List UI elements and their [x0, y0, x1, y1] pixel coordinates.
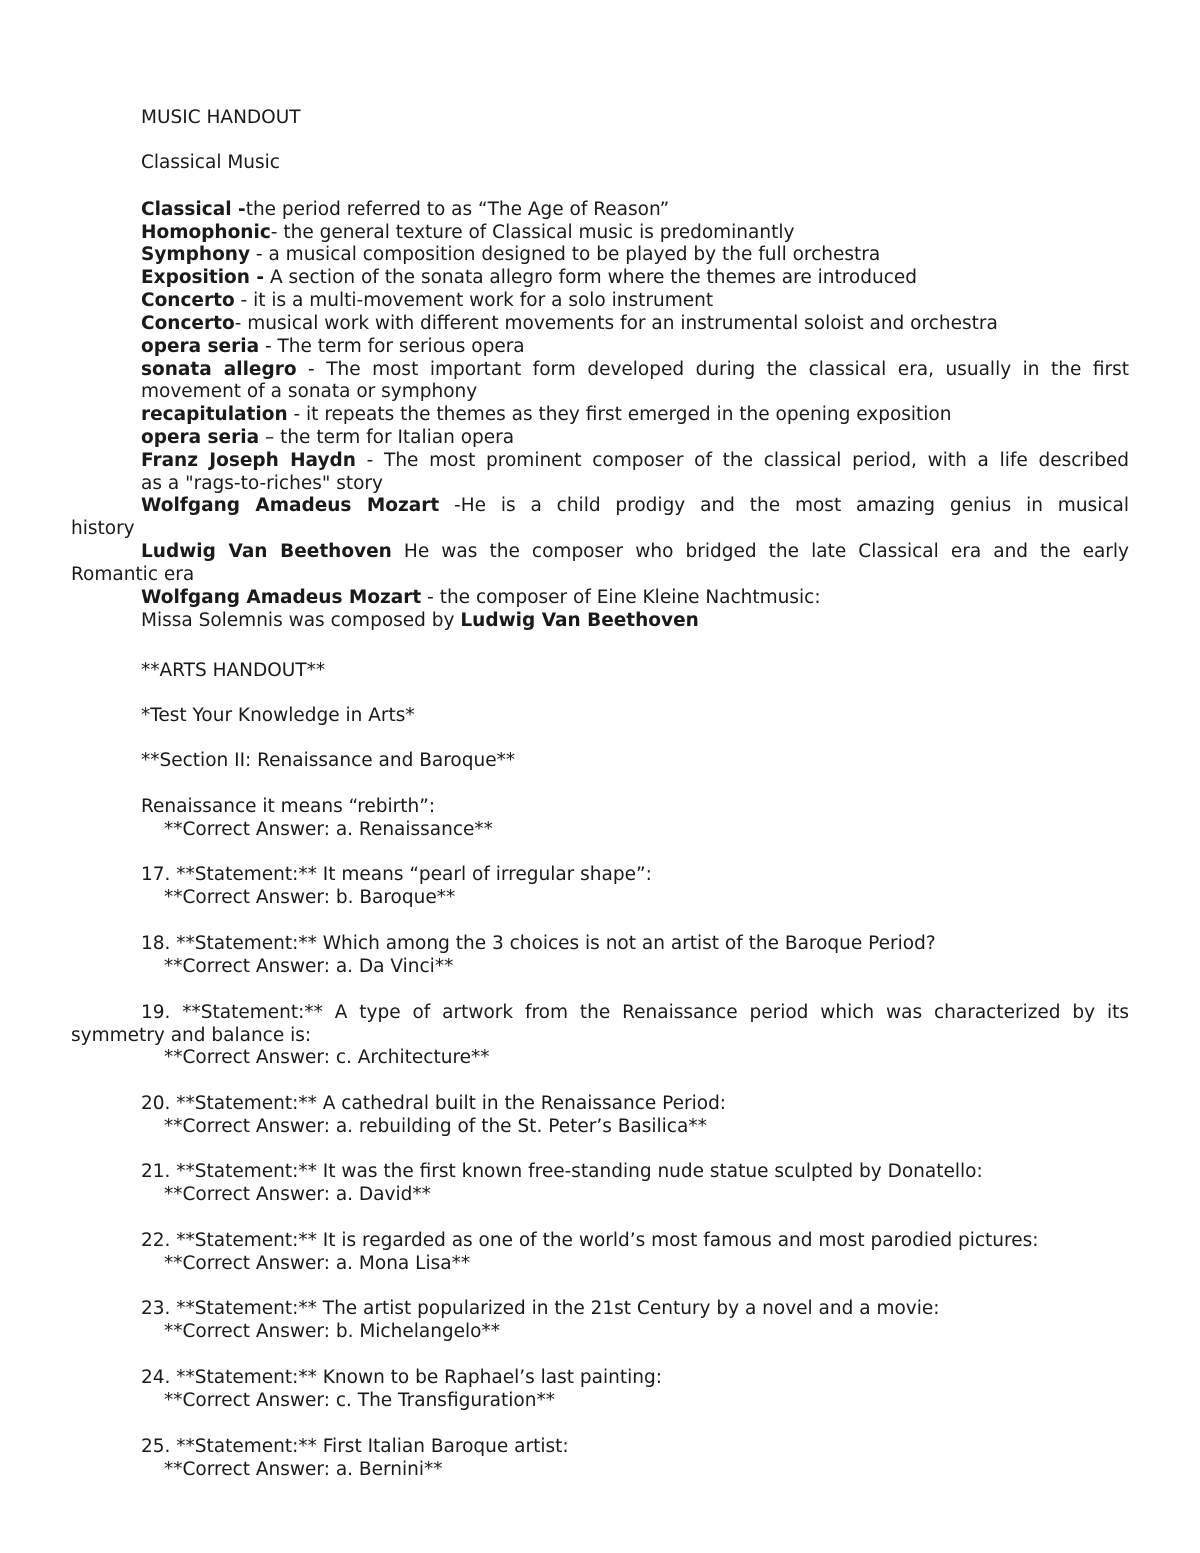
term-line [141, 403, 1129, 426]
arts-title: **ARTS HANDOUT** [141, 660, 326, 681]
correct-answer: **Correct Answer: b. Michelangelo** [164, 1321, 500, 1342]
definition: – the term for Italian opera [259, 427, 515, 448]
term: Exposition - [141, 267, 265, 288]
term: opera seria [141, 336, 260, 357]
term-line [141, 198, 1129, 221]
term-continuation: Romantic era [71, 564, 195, 585]
term: opera seria [141, 427, 260, 448]
definition: - The most important form developed during the classical era, usually in the first [296, 359, 1129, 380]
correct-answer: **Correct Answer: c. Architecture** [164, 1047, 490, 1068]
arts-section-heading: **Section II: Renaissance and Baroque** [141, 750, 516, 771]
correct-answer: **Correct Answer: a. Renaissance** [164, 819, 493, 840]
statement: Renaissance it means “rebirth”: [141, 796, 436, 817]
statement: 22. **Statement:** It is regarded as one of the world’s most famous and most parodied pictures: [141, 1230, 1039, 1251]
definition: - musical work with different movements for an instrumental soloist and orchestra [234, 313, 998, 334]
term-continuation: history [71, 518, 135, 539]
correct-answer: **Correct Answer: c. The Transfiguration** [164, 1390, 555, 1411]
statement: 19. **Statement:** A type of artwork from the Renaissance period which was characterized by its [141, 1002, 1129, 1023]
term: recapitulation [141, 404, 288, 425]
term: Symphony [141, 244, 251, 265]
term-line [141, 358, 1129, 381]
term: Ludwig Van Beethoven [141, 541, 392, 562]
term-line [141, 540, 1129, 563]
correct-answer: **Correct Answer: a. David** [164, 1184, 431, 1205]
correct-answer: **Correct Answer: a. Bernini** [164, 1459, 443, 1480]
definition: He was the composer who bridged the late Classical era and the early [391, 541, 1129, 562]
statement-continuation: symmetry and balance is: [71, 1025, 312, 1046]
term-line [141, 266, 1129, 289]
missa-prefix: Missa Solemnis was composed by [141, 610, 461, 631]
statement: 23. **Statement:** The artist popularized in the 21st Century by a novel and a movie: [141, 1298, 940, 1319]
definition: - The term for serious opera [259, 336, 525, 357]
definition: A section of the sonata allegro form where the themes are introduced [264, 267, 918, 288]
definition: - the composer of Eine Kleine Nachtmusic: [421, 587, 821, 608]
term: Wolfgang Amadeus Mozart [141, 495, 440, 516]
term-continuation: movement of a sonata or symphony [141, 381, 478, 402]
statement: 24. **Statement:** Known to be Raphael’s last painting: [141, 1367, 662, 1388]
term-line [141, 221, 1129, 244]
definition: - the general texture of Classical music is predominantly [270, 222, 795, 243]
missa-line [141, 609, 1129, 632]
correct-answer: **Correct Answer: a. rebuilding of the St. Peter’s Basilica** [164, 1116, 707, 1137]
term-line [141, 494, 1129, 517]
statement: 18. **Statement:** Which among the 3 choices is not an artist of the Baroque Period? [141, 933, 936, 954]
term: Homophonic [141, 222, 271, 243]
handout-title: MUSIC HANDOUT [141, 107, 301, 128]
definition: -He is a child prodigy and the most amazing genius in musical [439, 495, 1129, 516]
definition: the period referred to as “The Age of Reason” [245, 199, 670, 220]
definition: - it is a multi-movement work for a solo instrument [234, 290, 714, 311]
term: Franz Joseph Haydn [141, 450, 356, 471]
term: sonata allegro [141, 359, 297, 380]
correct-answer: **Correct Answer: b. Baroque** [164, 887, 456, 908]
term-line [141, 312, 1129, 335]
correct-answer: **Correct Answer: a. Mona Lisa** [164, 1253, 471, 1274]
definition: - it repeats the themes as they first emerged in the opening exposition [287, 404, 952, 425]
term-line [141, 449, 1129, 472]
correct-answer: **Correct Answer: a. Da Vinci** [164, 956, 454, 977]
definition: - a musical composition designed to be played by the full orchestra [250, 244, 881, 265]
statement: 20. **Statement:** A cathedral built in the Renaissance Period: [141, 1093, 727, 1114]
statement: 25. **Statement:** First Italian Baroque artist: [141, 1436, 569, 1457]
term-line [141, 586, 1129, 609]
statement: 21. **Statement:** It was the first known free-standing nude statue sculpted by Donatello: [141, 1161, 983, 1182]
term-line [141, 335, 1129, 358]
term-line [141, 289, 1129, 312]
arts-subtitle: *Test Your Knowledge in Arts* [141, 705, 415, 726]
term: Wolfgang Amadeus Mozart [141, 587, 422, 608]
term-continuation: as a "rags-to-riches" story [141, 473, 383, 494]
term: Classical - [141, 199, 246, 220]
term-line [141, 426, 1129, 449]
term-line [141, 243, 1129, 266]
handout-subtitle: Classical Music [141, 152, 280, 173]
missa-composer: Ludwig Van Beethoven [460, 610, 699, 631]
statement: 17. **Statement:** It means “pearl of irregular shape”: [141, 864, 652, 885]
term: Concerto [141, 313, 235, 334]
definition: - The most prominent composer of the classical period, with a life described [355, 450, 1129, 471]
term: Concerto [141, 290, 235, 311]
